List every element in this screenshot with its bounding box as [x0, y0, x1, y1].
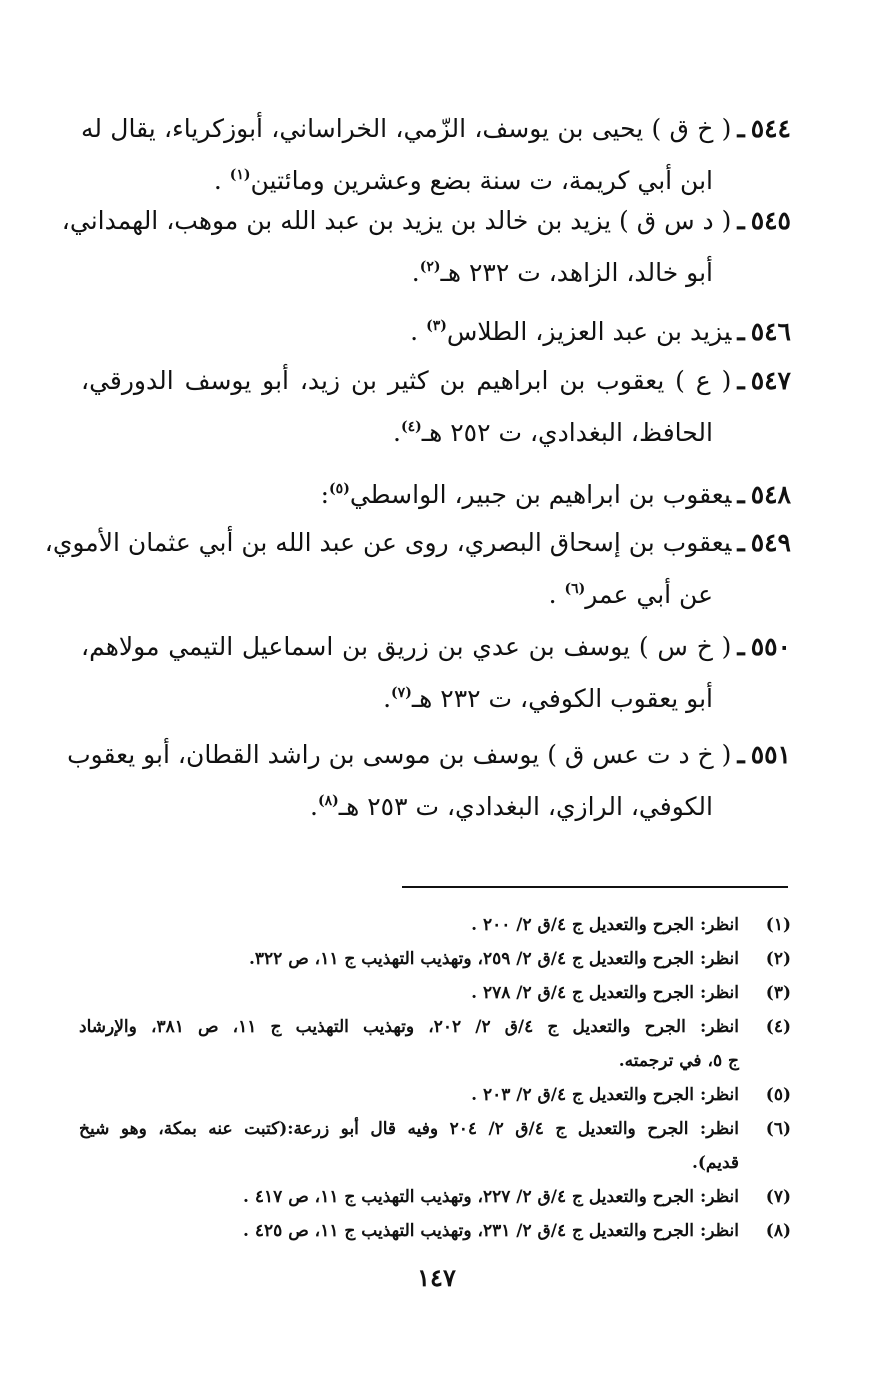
- footnote-text: انظر: الجرح والتعديل ج ٤/ق ٢/ ٢٣١، وتهذيب التهذيب ج ١١، ص ٤٢٥ .: [243, 1221, 739, 1241]
- entry-line: الحافظ، البغدادي، ت ٢٥٢ هـ$^{(٤)}$.: [393, 418, 713, 447]
- footnote-text-cont: ج ٥، في ترجمته.: [618, 1051, 739, 1071]
- footnote-text: انظر: الجرح والتعديل ج ٤/ق ٢/ ٢٥٩، وتهذيب التهذيب ج ١١، ص ٣٢٢.: [248, 949, 739, 969]
- footnote-text: انظر: الجرح والتعديل ج ٤/ق ٢/ ٢٠٠ .: [471, 915, 739, 935]
- footnote-text-cont: قديم).: [691, 1153, 739, 1173]
- footnote-number: (٧): [765, 1187, 791, 1207]
- footnote-ref[interactable]: (٦): [564, 581, 586, 597]
- entry-text: ( خ د ت عس ق ) يوسف بن موسى بن راشد القطان، أبو يعقوب: [67, 740, 732, 769]
- entry-544: [81, 106, 791, 204]
- footnote-text: انظر: الجرح والتعديل ج ٤/ق ٢/ ٢٠٢، وتهذيب التهذيب ج ١١، ص ٣٨١، والإرشاد: [79, 1017, 739, 1037]
- entry-number: ٥٤٤: [750, 114, 791, 143]
- entry-number: ٥٥٠: [750, 632, 791, 661]
- entry-line: ٥٤٩ـيعقوب بن إسحاق البصري، روى عن عبد الله بن أبي عثمان الأموي،: [44, 528, 791, 557]
- footnote-4: [79, 1010, 791, 1078]
- entry-line: عن أبي عمر$^{(٦)}$ .: [548, 580, 713, 609]
- entry-text: أبو خالد، الزاهد، ت ٢٣٢ هـ: [440, 258, 713, 287]
- entry-545: [61, 198, 791, 296]
- footnote-ref[interactable]: (٥): [329, 481, 350, 497]
- entry-text: ( خ س ) يوسف بن عدي بن زريق بن اسماعيل التيمي مولاهم،: [81, 632, 732, 661]
- entry-number: ٥٤٧: [750, 366, 791, 395]
- entry-line: أبو خالد، الزاهد، ت ٢٣٢ هـ$^{(٢)}$.: [411, 258, 713, 287]
- entry-number: ٥٥١: [750, 740, 791, 769]
- entry-548: [81, 466, 791, 518]
- footnote-ref[interactable]: (١): [229, 167, 251, 183]
- footnote-5: [79, 1078, 791, 1112]
- entry-text: عن أبي عمر: [585, 580, 713, 609]
- entry-551: [67, 732, 791, 830]
- footnote-text: انظر: الجرح والتعديل ج ٤/ق ٢/ ٢٧٨ .: [471, 983, 739, 1003]
- footnote-number: (٣): [765, 983, 791, 1003]
- entry-text: ( د س ق ) يزيد بن خالد بن يزيد بن عبد الله بن موهب، الهمداني،: [61, 206, 732, 235]
- entry-546: [81, 303, 791, 355]
- footnote-7: [79, 1180, 791, 1214]
- entry-line: الكوفي، الرازي، البغدادي، ت ٢٥٣ هـ$^{(٨)}$.: [310, 792, 713, 821]
- entry-number: ٥٤٨: [750, 480, 791, 509]
- footnote-2: [79, 942, 791, 976]
- entry-text: الكوفي، الرازي، البغدادي، ت ٢٥٣ هـ: [338, 792, 713, 821]
- footnote-8: [79, 1214, 791, 1248]
- footnote-text: انظر: الجرح والتعديل ج ٤/ق ٢/ ٢٠٤ وفيه قال أبو زرعة:(كتبت عنه بمكة، وهو شيخ: [79, 1119, 739, 1139]
- footnote-1: [79, 908, 791, 942]
- entry-text: يعقوب بن ابراهيم بن جبير، الواسطي: [349, 480, 732, 509]
- entry-line: ٥٤٥ـ( د س ق ) يزيد بن خالد بن يزيد بن عبد الله بن موهب، الهمداني،: [61, 206, 791, 235]
- footnote-number: (٥): [765, 1085, 791, 1105]
- footnote-6: [79, 1112, 791, 1180]
- entry-line: ٥٤٨ـيعقوب بن ابراهيم بن جبير، الواسطي$^{(٥)}$:: [320, 480, 791, 509]
- entry-550: [81, 624, 791, 722]
- footnote-ref[interactable]: (٢): [419, 259, 441, 275]
- entry-text: ابن أبي كريمة، ت سنة بضع وعشرين ومائتين: [250, 166, 713, 195]
- footnote-ref[interactable]: (٧): [391, 685, 412, 701]
- entry-547: [81, 358, 791, 456]
- footnotes: [79, 908, 791, 1248]
- entry-text: أبو يعقوب الكوفي، ت ٢٣٢ هـ: [411, 684, 713, 713]
- entry-text: ( خ ق ) يحيى بن يوسف، الزّمي، الخراساني، أبوزكرياء، يقال له: [81, 114, 732, 143]
- entry-text: يزيد بن عبد العزيز، الطلاس: [446, 317, 732, 346]
- entry-549: [44, 520, 791, 618]
- entry-line: ٥٤٧ـ( ع ) يعقوب بن ابراهيم بن كثير بن زيد، أبو يوسف الدورقي،: [81, 366, 791, 395]
- entry-number: ٥٤٥: [750, 206, 791, 235]
- footnote-text: انظر: الجرح والتعديل ج ٤/ق ٢/ ٢٠٣ .: [471, 1085, 739, 1105]
- footnote-divider: [402, 886, 788, 888]
- entry-text: ( ع ) يعقوب بن ابراهيم بن كثير بن زيد، أبو يوسف الدورقي،: [81, 366, 732, 395]
- entry-text: الحافظ، البغدادي، ت ٢٥٢ هـ: [421, 418, 713, 447]
- entry-text: يعقوب بن إسحاق البصري، روى عن عبد الله بن أبي عثمان الأموي،: [44, 528, 732, 557]
- footnote-number: (٤): [765, 1017, 791, 1037]
- entry-line: أبو يعقوب الكوفي، ت ٢٣٢ هـ$^{(٧)}$.: [383, 684, 713, 713]
- entry-line: ٥٥٠ـ( خ س ) يوسف بن عدي بن زريق بن اسماعيل التيمي مولاهم،: [81, 632, 791, 661]
- page-number: ١٤٧: [417, 1263, 456, 1292]
- footnote-ref[interactable]: (٣): [426, 318, 447, 334]
- footnote-number: (٦): [765, 1119, 791, 1139]
- entry-number: ٥٤٩: [750, 528, 791, 557]
- entry-line: ٥٤٤ـ( خ ق ) يحيى بن يوسف، الزّمي، الخراساني، أبوزكرياء، يقال له: [81, 114, 791, 143]
- entry-line: ٥٤٦ـيزيد بن عبد العزيز، الطلاس$^{(٣)}$ .: [410, 317, 791, 346]
- footnote-text: انظر: الجرح والتعديل ج ٤/ق ٢/ ٢٢٧، وتهذيب التهذيب ج ١١، ص ٤١٧ .: [243, 1187, 739, 1207]
- footnote-number: (٢): [765, 949, 791, 969]
- footnote-ref[interactable]: (٤): [401, 419, 422, 435]
- footnote-3: [79, 976, 791, 1010]
- footnote-number: (٨): [765, 1221, 791, 1241]
- footnote-ref[interactable]: (٨): [317, 793, 339, 809]
- entry-line: ابن أبي كريمة، ت سنة بضع وعشرين ومائتين$^{(١)}$ .: [213, 166, 713, 195]
- entry-number: ٥٤٦: [750, 317, 791, 346]
- entry-line: ٥٥١ـ( خ د ت عس ق ) يوسف بن موسى بن راشد القطان، أبو يعقوب: [67, 740, 791, 769]
- footnote-number: (١): [765, 915, 791, 935]
